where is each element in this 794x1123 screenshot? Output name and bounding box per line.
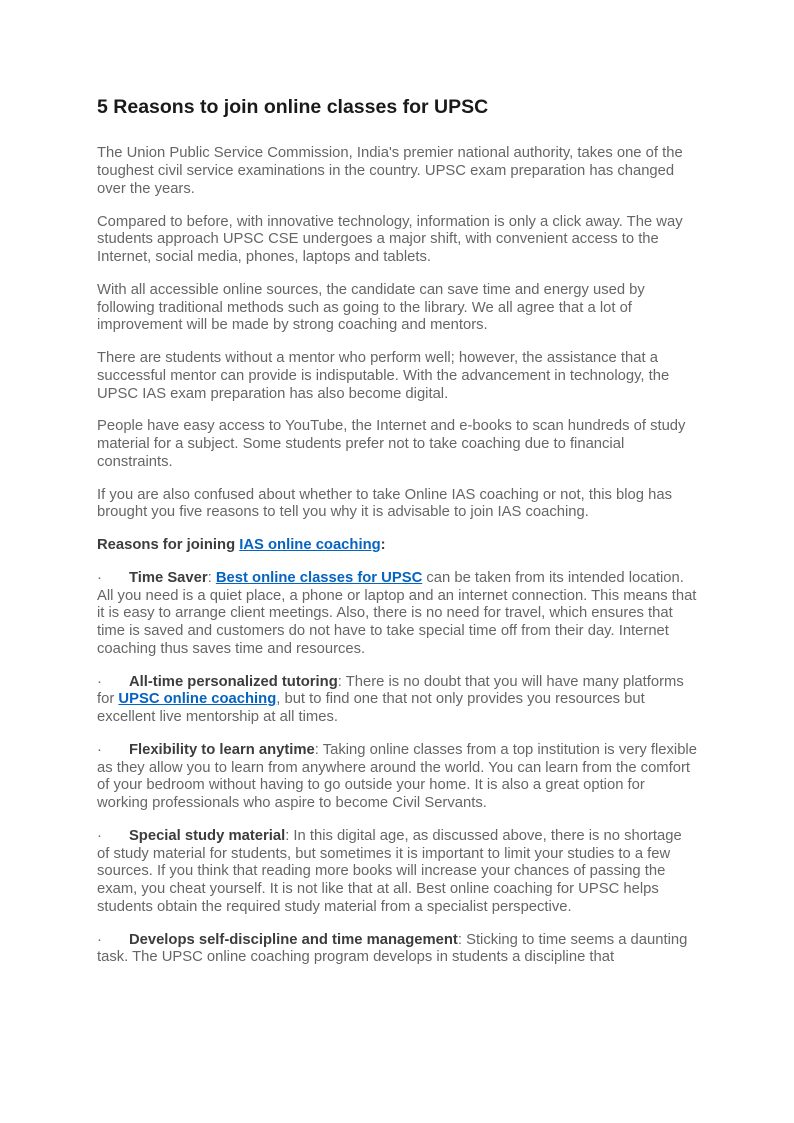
paragraph-intro-1: The Union Public Service Commission, India's premier national authority, takes one of the toughest civil service examinations in the country. UPSC exam preparation has changed over the years.: [97, 145, 683, 197]
bullet-label: All-time personalized tutoring: [128, 673, 338, 690]
paragraph-intro-2: Compared to before, with innovative technology, information is only a click away. The way students approach UPSC CSE undergoes a major shift, with convenient access to the Internet, social media, phones, laptops and tablets.: [97, 213, 683, 266]
bullet-text: : In this digital age, as discussed above, there is no shortage of study material for students, but sometimes it is important to limit your studies to a few sources. If you think that reading more books will increase your chances of passing the exam, you cheat yourself. It is not like that at all. Best online coaching for UPSC helps students obtain the required study material from a specialist perspective.: [97, 827, 682, 915]
bullet-self-discipline: [97, 932, 698, 968]
paragraph-intro-6: If you are also confused about whether to take Online IAS coaching or not, this blog has brought you five reasons to tell you why it is advisable to join IAS coaching.: [97, 486, 672, 521]
bullet-text-after-link: , but to find one that not only provides you resources but excellent live mentorship at all times.: [97, 691, 645, 726]
bullet-study-material: [97, 828, 698, 917]
paragraph-intro-4: There are students without a mentor who perform well; however, the assistance that a successful mentor can provide is indisputable. With the advancement in technology, the UPSC IAS exam preparation has also become digital.: [97, 350, 670, 402]
bullet-marker: ·: [97, 931, 102, 948]
bullet-text-before-link: : There is no doubt that you will have many platforms for: [97, 673, 684, 708]
ias-online-coaching-link[interactable]: IAS online coaching: [239, 537, 381, 554]
paragraph-intro-3: With all accessible online sources, the candidate can save time and energy used by following traditional methods such as going to the library. We all agree that a lot of improvement will be made by strong coaching and mentors.: [97, 281, 645, 334]
bullet-marker: ·: [97, 827, 102, 844]
paragraph-intro-5: People have easy access to YouTube, the Internet and e-books to scan hundreds of study material for a subject. Some students prefer not to take coaching due to financial constraints.: [97, 418, 686, 470]
bullet-text-before-link: :: [207, 569, 216, 586]
page-title: 5 Reasons to join online classes for UPSC: [97, 96, 489, 118]
bullet-marker: ·: [97, 673, 102, 690]
bullet-marker: ·: [97, 569, 102, 586]
bullet-marker: ·: [97, 741, 102, 758]
bullet-text: : Sticking to time seems a daunting task. The UPSC online coaching program develops in students a discipline that: [97, 931, 688, 966]
upsc-online-coaching-link[interactable]: UPSC online coaching: [118, 691, 277, 708]
bullet-label: Special study material: [128, 827, 286, 844]
bullet-text: : Taking online classes from a top institution is very flexible as they allow you to learn from anywhere around the world. You can learn from the comfort of your bedroom without having to go outside your home. It is also a great option for working professionals who aspire to become Civil Servants.: [97, 741, 697, 812]
bullet-label: Flexibility to learn anytime: [128, 741, 315, 758]
bullet-personalized-tutoring: [97, 674, 698, 727]
best-online-classes-link[interactable]: Best online classes for UPSC: [215, 569, 423, 586]
bullet-text-after-link: can be taken from its intended location. All you need is a quiet place, a phone or laptop and an internet connection. This means that it is easy to arrange client meetings. Also, there is no need for travel, which ensures that time is saved and customers do not have to take special time off from their day. Internet coaching thus saves time and resources.: [97, 569, 697, 657]
reasons-heading-suffix: :: [380, 537, 386, 554]
bullet-label: Time Saver: [128, 569, 208, 586]
reasons-heading: [97, 537, 698, 555]
reasons-heading-prefix: Reasons for joining: [97, 537, 240, 554]
bullet-time-saver: [97, 570, 698, 659]
bullet-label: Develops self-discipline and time management: [128, 931, 458, 948]
bullet-flexibility: [97, 742, 698, 813]
